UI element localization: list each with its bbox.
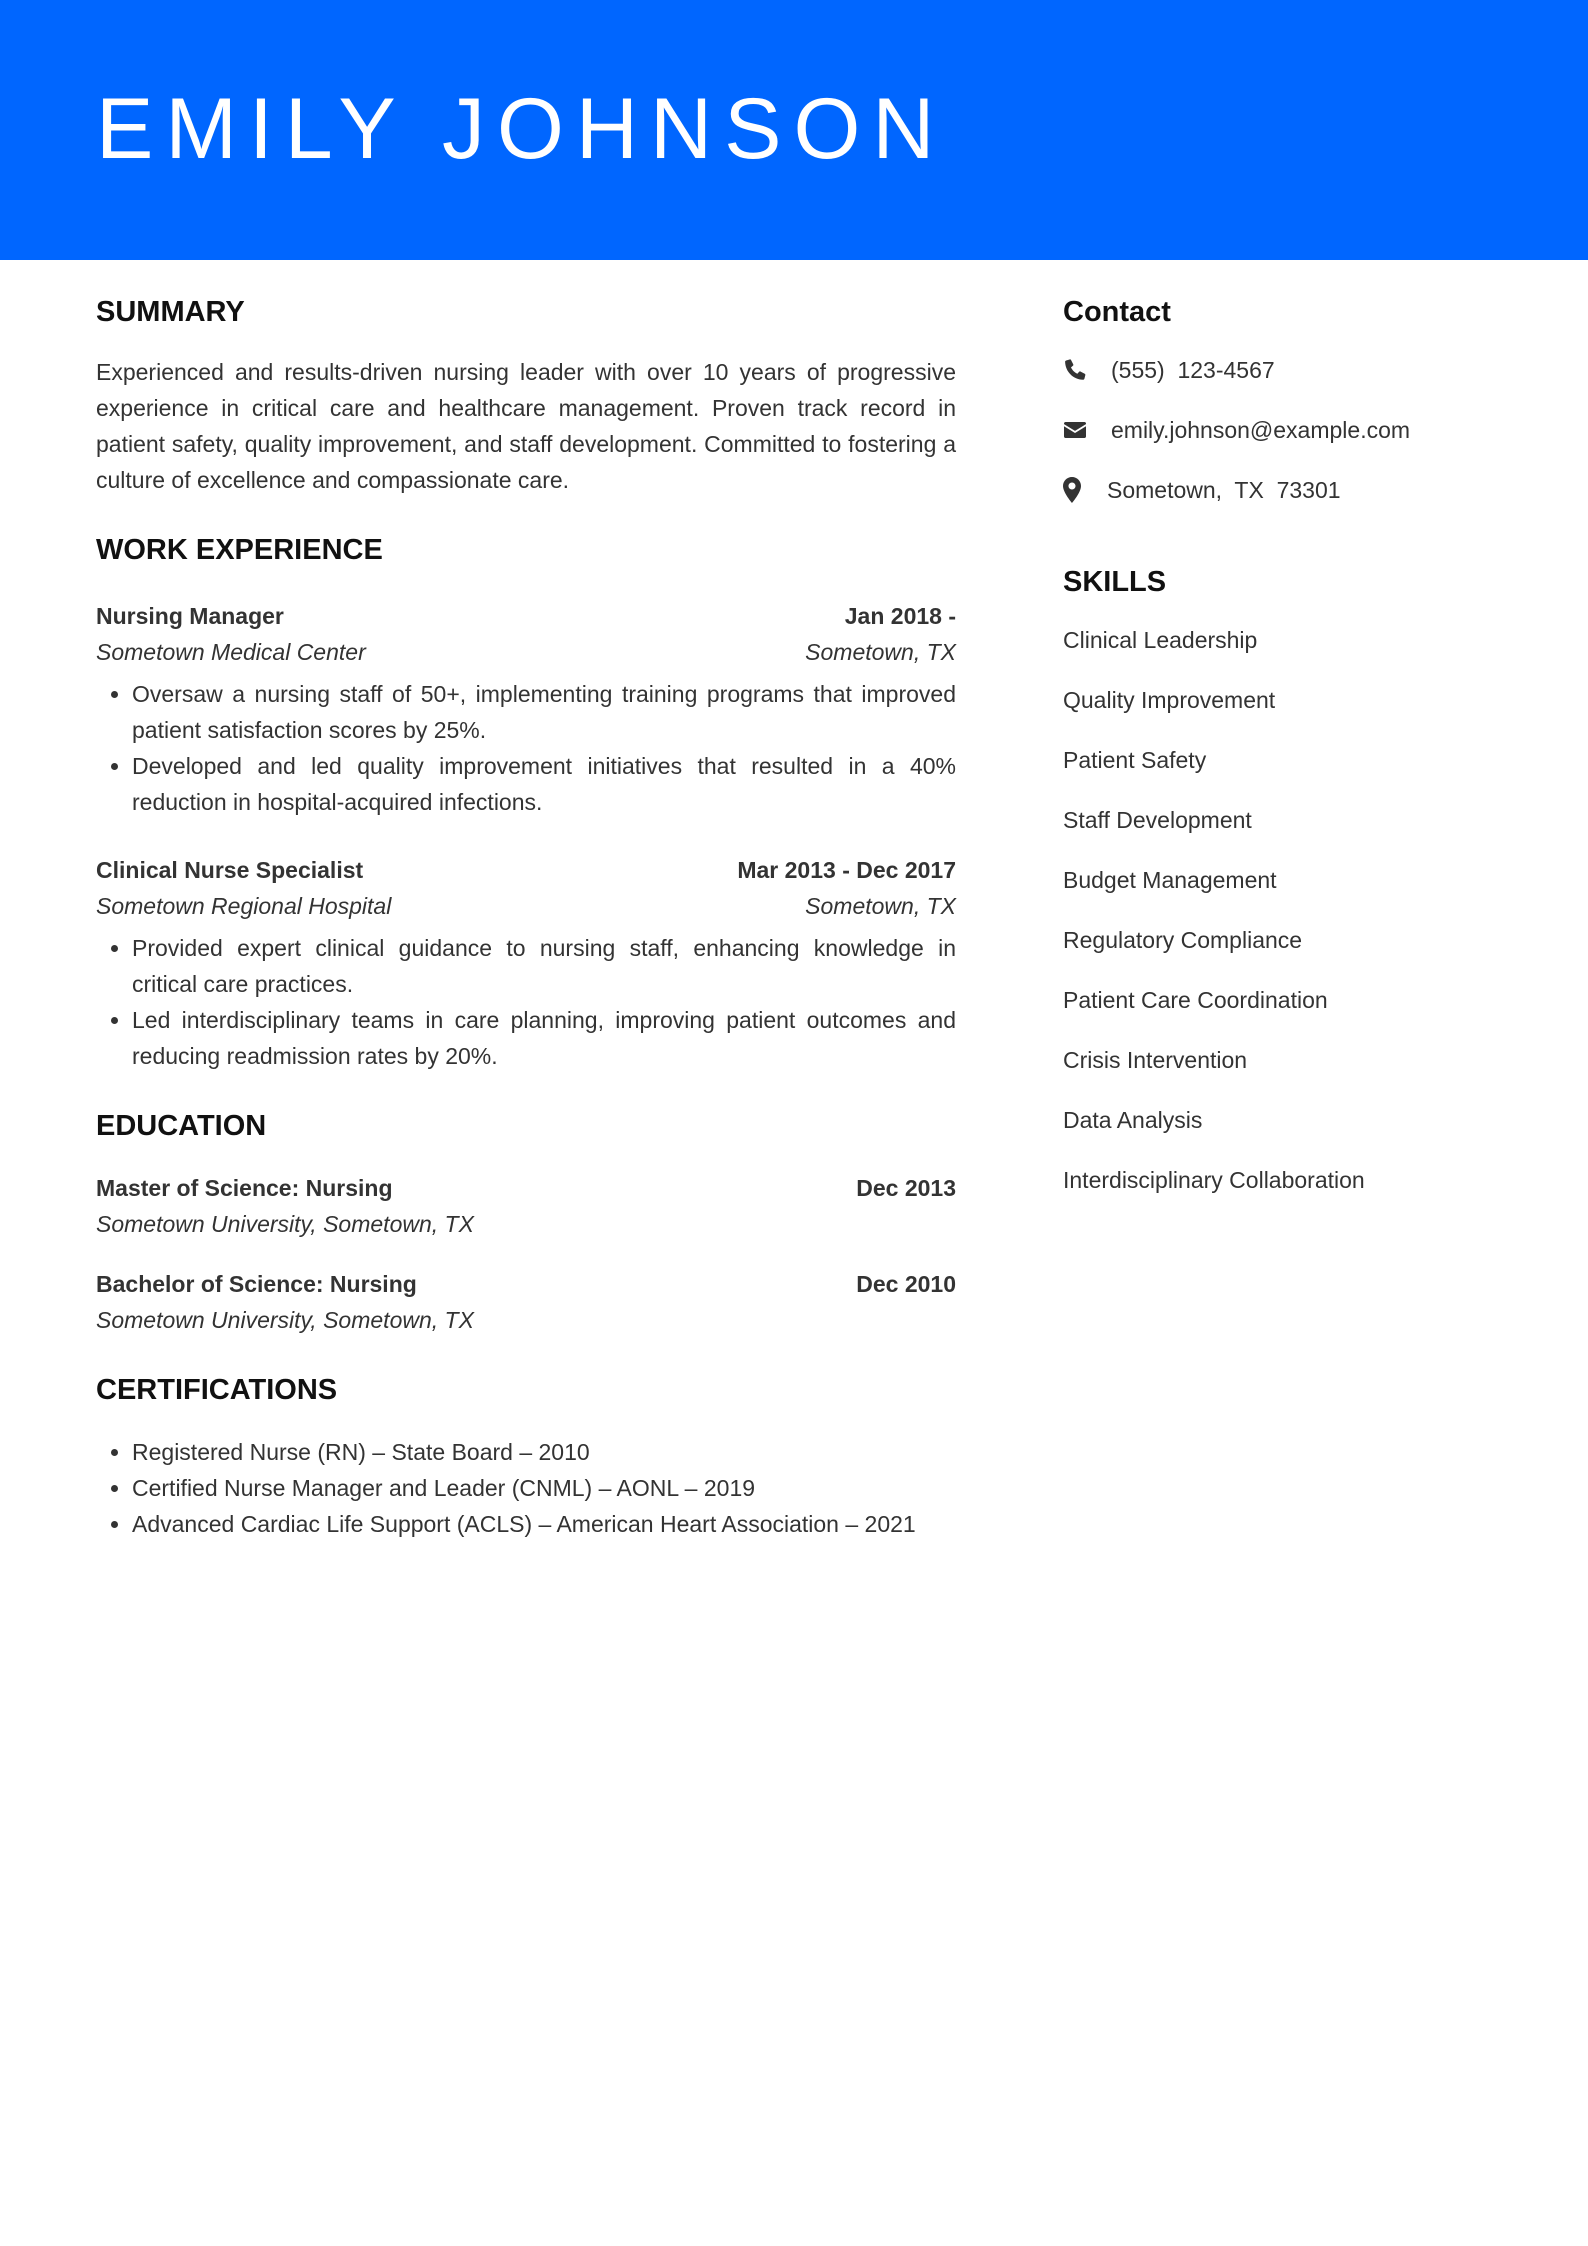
job-bullet: • Provided expert clinical guidance to nursing staff, enhancing knowledge in critical care practices. [132, 930, 956, 1002]
sidebar-column [1063, 290, 1513, 1222]
skills-list [1063, 622, 1513, 1198]
skill-item: Patient Safety [1063, 747, 1207, 773]
skill-item: Patient Care Coordination [1063, 987, 1328, 1013]
skill-item: Staff Development [1063, 807, 1252, 833]
phone-number: (555) 123-4567 [1111, 357, 1275, 383]
skill-item: Clinical Leadership [1063, 627, 1258, 653]
job-dates: Mar 2013 - Dec 2017 [737, 857, 956, 883]
job-entry [96, 852, 956, 1074]
map-pin-icon [1063, 477, 1083, 503]
skill-item: Quality Improvement [1063, 687, 1276, 713]
degree: Bachelor of Science: Nursing [96, 1271, 417, 1297]
email-address: emily.johnson@example.com [1111, 417, 1411, 443]
candidate-name: EMILY JOHNSON [96, 81, 947, 177]
education-entry [96, 1170, 956, 1242]
job-location: Sometown, TX [805, 639, 956, 665]
skill-item: Regulatory Compliance [1063, 927, 1303, 953]
job-bullets [96, 930, 956, 1074]
skills-section [1063, 560, 1513, 1198]
skills-heading: SKILLS [1063, 566, 1167, 598]
contact-heading: Contact [1063, 296, 1171, 328]
degree: Master of Science: Nursing [96, 1175, 393, 1201]
location-text: Sometown, TX 73301 [1107, 477, 1341, 503]
job-employer: Sometown Regional Hospital [96, 893, 392, 919]
job-bullet: • Led interdisciplinary teams in care planning, improving patient outcomes and reducing readmission rates by 20%. [132, 1002, 956, 1074]
school: Sometown University, Sometown, TX [96, 1307, 474, 1333]
work-experience-heading: WORK EXPERIENCE [96, 534, 383, 566]
contact-email [1063, 412, 1513, 448]
job-entry [96, 598, 956, 820]
job-title: Nursing Manager [96, 603, 284, 629]
skill-item: Budget Management [1063, 867, 1277, 893]
summary-text: Experienced and results-driven nursing leader with over 10 years of progressive experience in critical care and healthcare management. Proven track record in patient safety, quality improvement, and staff development. Committed to fostering a culture of excellence and compassionate care. [96, 359, 956, 493]
main-column [96, 290, 956, 1542]
job-location: Sometown, TX [805, 893, 956, 919]
education-section [96, 1104, 956, 1338]
certification-item: • Advanced Cardiac Life Support (ACLS) – American Heart Association – 2021 [132, 1506, 956, 1542]
contact-phone [1063, 352, 1513, 388]
contact-section [1063, 290, 1513, 508]
certification-item: • Registered Nurse (RN) – State Board – 2010 [132, 1434, 956, 1470]
job-bullets [96, 676, 956, 820]
job-dates: Jan 2018 - [844, 603, 956, 629]
summary-heading: SUMMARY [96, 296, 245, 328]
contact-location [1063, 472, 1513, 508]
phone-icon [1063, 357, 1089, 383]
education-heading: EDUCATION [96, 1110, 267, 1142]
certifications-section [96, 1368, 956, 1542]
envelope-icon [1063, 417, 1089, 443]
certifications-heading: CERTIFICATIONS [96, 1374, 338, 1406]
job-title: Clinical Nurse Specialist [96, 857, 364, 883]
header-banner [0, 0, 1588, 260]
work-experience-section [96, 528, 956, 1074]
skill-item: Data Analysis [1063, 1107, 1203, 1133]
degree-date: Dec 2013 [856, 1175, 956, 1201]
education-entry [96, 1266, 956, 1338]
skill-item: Interdisciplinary Collaboration [1063, 1167, 1365, 1193]
skill-item: Crisis Intervention [1063, 1047, 1248, 1073]
summary-section [96, 290, 956, 498]
school: Sometown University, Sometown, TX [96, 1211, 474, 1237]
degree-date: Dec 2010 [856, 1271, 956, 1297]
job-bullet: • Oversaw a nursing staff of 50+, implementing training programs that improved patient satisfaction scores by 25%. [132, 676, 956, 748]
job-bullet: • Developed and led quality improvement initiatives that resulted in a 40% reduction in hospital-acquired infections. [132, 748, 956, 820]
job-employer: Sometown Medical Center [96, 639, 366, 665]
certifications-list [96, 1434, 956, 1542]
certification-item: • Certified Nurse Manager and Leader (CNML) – AONL – 2019 [132, 1470, 956, 1506]
